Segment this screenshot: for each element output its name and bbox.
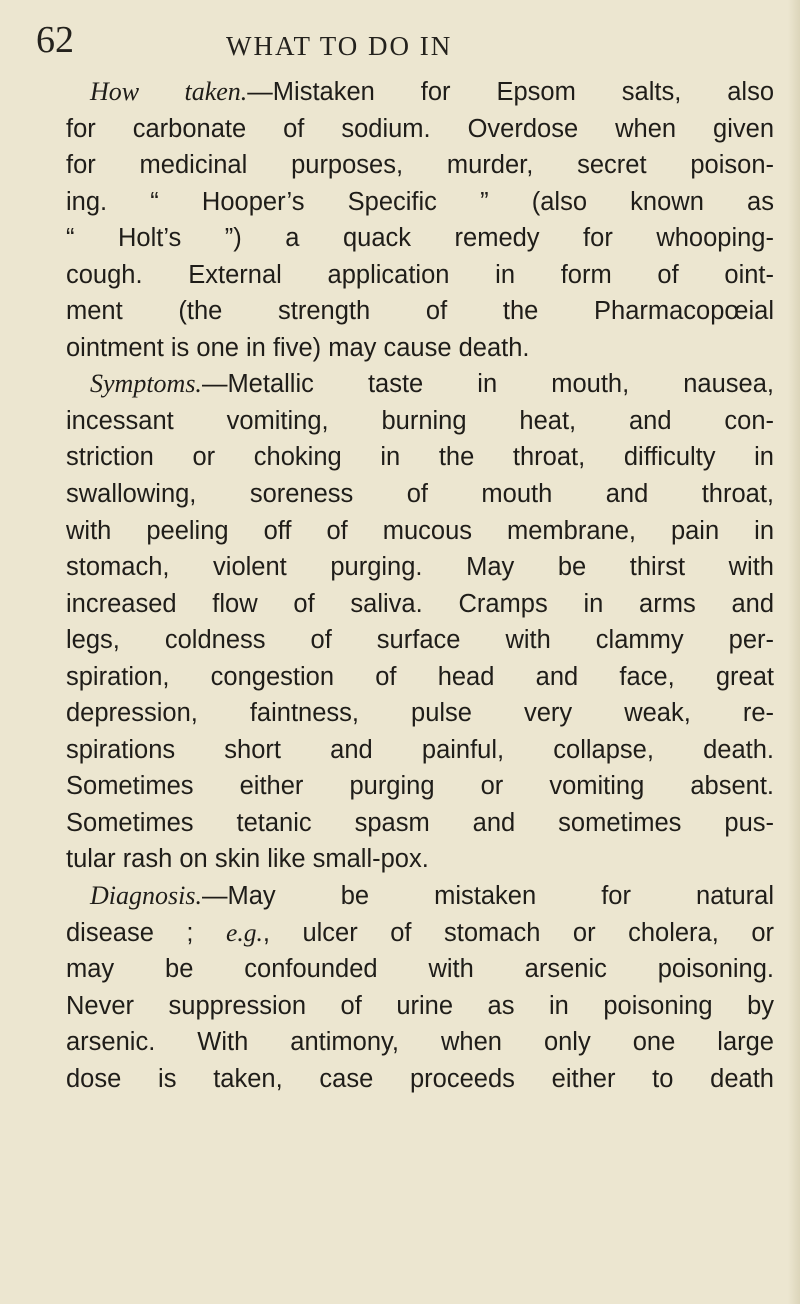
text-line: swallowing, soreness of mouth and throat, xyxy=(66,480,774,509)
text-line: Never suppression of urine as in poisoning by xyxy=(66,991,774,1020)
text-line: ment (the strength of the Pharmacopœial xyxy=(66,297,774,326)
text-line: spirations short and painful, collapse, death. xyxy=(66,735,774,764)
paragraph-how-taken xyxy=(66,74,774,366)
text-line: How taken.—Mistaken for Epsom salts, also xyxy=(90,77,775,106)
text-line: incessant vomiting, burning heat, and con- xyxy=(66,406,774,435)
text-line: ointment is one in five) may cause death. xyxy=(66,333,530,362)
text-line: cough. External application in form of oint- xyxy=(66,260,774,289)
text-line: increased flow of saliva. Cramps in arms and xyxy=(66,589,774,618)
section-heading-how-taken: How taken. xyxy=(90,77,248,106)
text-line: disease ; e.g., ulcer of stomach or cholera, or xyxy=(66,917,774,947)
page-number: 62 xyxy=(36,19,74,61)
body-text xyxy=(66,74,774,1097)
text-line: Diagnosis.—May be mistaken for natural xyxy=(90,881,774,911)
page-header xyxy=(0,18,800,68)
text-line: for carbonate of sodium. Overdose when given xyxy=(66,114,774,143)
text-line: legs, coldness of surface with clammy per- xyxy=(66,626,774,655)
paragraph-diagnosis xyxy=(66,878,774,1097)
text-line: spiration, congestion of head and face, great xyxy=(66,662,774,691)
text-line: for medicinal purposes, murder, secret poison- xyxy=(66,151,774,180)
text-line: “ Holt’s ”) a quack remedy for whooping- xyxy=(66,224,774,253)
text-line: striction or choking in the throat, difficulty in xyxy=(66,443,774,472)
paragraph-symptoms xyxy=(66,366,774,878)
section-heading-symptoms: Symptoms. xyxy=(90,369,202,399)
text-line: arsenic. With antimony, when only one large xyxy=(66,1028,774,1057)
italic-abbreviation: e.g. xyxy=(226,917,263,947)
text-line: tular rash on skin like small-pox. xyxy=(66,845,429,874)
text-line: with peeling off of mucous membrane, pain in xyxy=(66,516,774,545)
text-line: Sometimes tetanic spasm and sometimes pus- xyxy=(66,808,774,837)
page-edge-shadow xyxy=(788,0,800,1304)
running-head: WHAT TO DO IN xyxy=(226,31,453,61)
text-line: stomach, violent purging. May be thirst with xyxy=(66,553,774,582)
text-line: Sometimes either purging or vomiting absent. xyxy=(66,772,774,801)
text-line: ing. “ Hooper’s Specific ” (also known as xyxy=(66,187,774,216)
text-line: Symptoms.—Metallic taste in mouth, nausea, xyxy=(90,369,774,399)
section-heading-diagnosis: Diagnosis. xyxy=(90,881,202,911)
text-line: may be confounded with arsenic poisoning. xyxy=(66,955,774,984)
text-line: dose is taken, case proceeds either to death xyxy=(66,1064,774,1093)
text-line: depression, faintness, pulse very weak, re- xyxy=(66,699,774,728)
